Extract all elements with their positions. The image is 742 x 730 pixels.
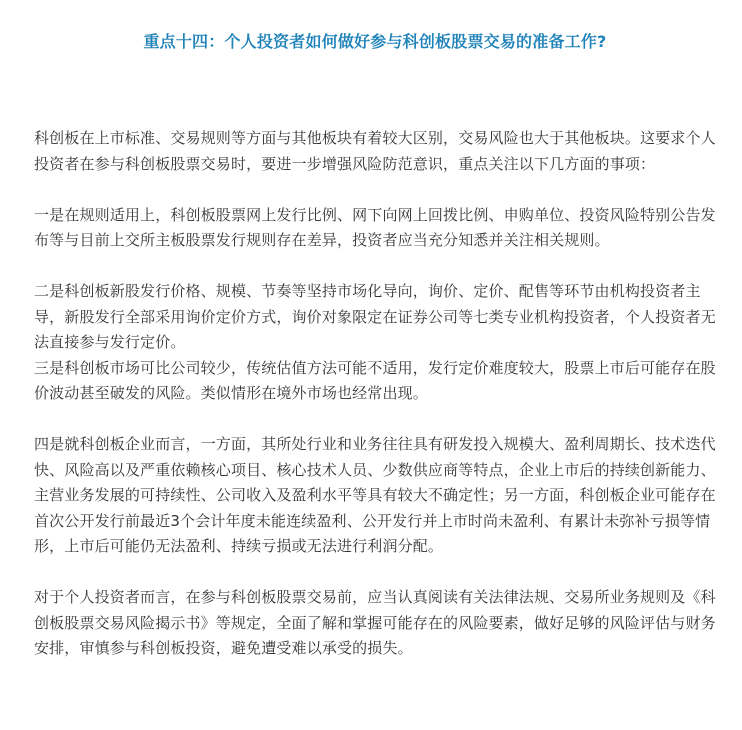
- paragraph-conclusion: 对于个人投资者而言，在参与科创板股票交易前，应当认真阅读有关法律法规、交易所业务规则及《科创板股票交易风险揭示书》等规定，全面了解和掌握可能存在的风险要素，做好足够的风险评估与财务安排，审慎参与科创板投资，避免遭受难以承受的损失。: [34, 588, 716, 657]
- paragraph-point-three: 三是科创板市场可比公司较少，传统估值方法可能不适用，发行定价难度较大，股票上市后可能存在股价波动甚至破发的风险。类似情形在境外市场也经常出现。: [34, 358, 716, 402]
- paragraph-gap: [34, 407, 716, 433]
- paragraph-point-two: 二是科创板新股发行价格、规模、节奏等坚持市场化导向，询价、定价、配售等环节由机构投资者主导，新股发行全部采用询价定价方式，询价对象限定在证券公司等七类专业机构投资者，个人投资者无法直接参与发行定价。: [34, 282, 716, 351]
- paragraph-intro: 科创板在上市标准、交易规则等方面与其他板块有着较大区别，交易风险也大于其他板块。这要求个人投资者在参与科创板股票交易时，要进一步增强风险防范意识，重点关注以下几方面的事项：: [34, 129, 716, 173]
- article-body: [34, 126, 716, 662]
- paragraph-point-one: 一是在规则适用上，科创板股票网上发行比例、网下向网上回拨比例、申购单位、投资风险特别公告发布等与目前上交所主板股票发行规则存在差异，投资者应当充分知悉并关注相关规则。: [34, 205, 716, 249]
- article-title: 重点十四：个人投资者如何做好参与科创板股票交易的准备工作?: [143, 32, 607, 51]
- paragraph-gap: [34, 177, 716, 203]
- paragraph-gap: [34, 254, 716, 280]
- paragraph-point-four: 四是就科创板企业而言，一方面，其所处行业和业务往往具有研发投入规模大、盈利周期长、技术迭代快、风险高以及严重依赖核心项目、核心技术人员、少数供应商等特点，企业上市后的持续创新能力、主营业务发展的可持续性、公司收入及盈利水平等具有较大不确定性；另一方面，科创板企业可能存在首次公开发行前最近3个会计年度未能连续盈利、公开发行并上市时尚未盈利、有累计未弥补亏损等情形，上市后可能仍无法盈利、持续亏损或无法进行利润分配。: [34, 435, 716, 555]
- paragraph-gap: [34, 560, 716, 586]
